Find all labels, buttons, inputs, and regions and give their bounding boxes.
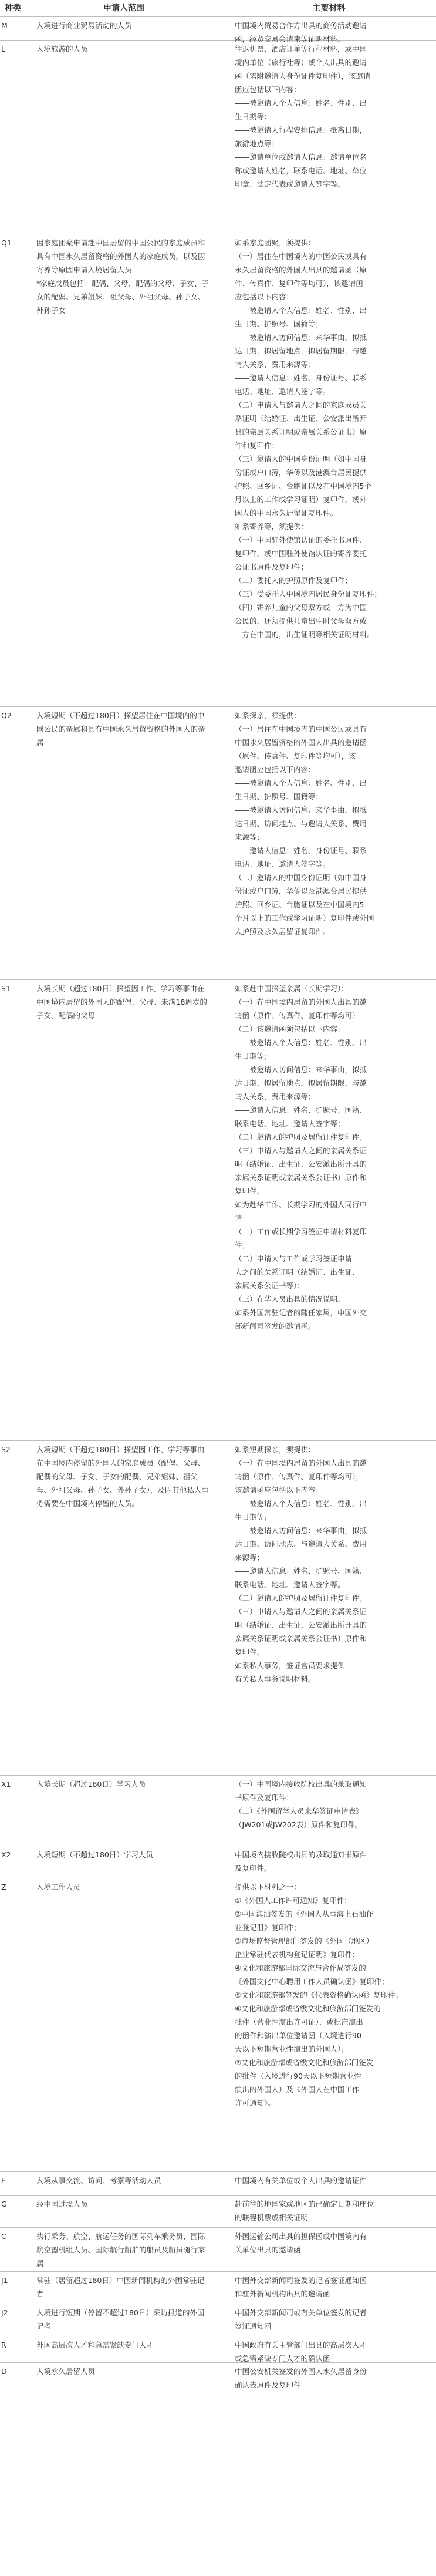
materials-line: 关单位出具的邀请函: [235, 2245, 301, 2254]
required-materials: [235, 1443, 433, 1686]
applicant-scope: 执行乘务、航空、航运任务的国际列车乘务员、国际航空器机组人员、国际航行船舶的船员及船员随行家属: [36, 2232, 205, 2268]
materials-line: 境内单位（旅行社等）或个人出具的邀请: [235, 58, 367, 67]
table-row: [0, 2336, 436, 2363]
table-row: [0, 2271, 436, 2304]
materials-line: 联系电话、地址、邀请人签字等。: [235, 1580, 345, 1589]
materials-line: 请人关系，费用来源等；: [235, 1092, 316, 1101]
materials-line: （二）邀请人的护照及居留证件复印件；: [235, 1133, 367, 1141]
materials-line: 复印件，或中国驻外使馆认证的寄养委托: [235, 549, 367, 558]
materials-line: 复印件。: [235, 1648, 265, 1656]
materials-line: 一方在中国的，出生证明等相关证明材料。: [235, 630, 374, 639]
materials-line: 请人关系，费用来源等；: [235, 360, 316, 369]
materials-line: 邀请函应包括以下内容：: [235, 765, 316, 774]
materials-line: 件和复印件；: [235, 441, 279, 450]
materials-line: 护照、回乡证、台胞证以及在中国境内5: [235, 900, 364, 909]
table-row: [0, 1440, 436, 1776]
materials-line: ——邀请单位或邀请人信息：邀请单位名: [235, 153, 367, 161]
materials-line: ——被邀请人访问信息：来华事由，拟抵: [235, 806, 367, 814]
materials-line: 亲属关系证明或亲属关系公证书）原件和: [235, 1634, 367, 1643]
materials-line: ——被邀请人个人信息：姓名、性别、出: [235, 1038, 367, 1047]
visa-type-code: R: [1, 2341, 6, 2349]
materials-line: ——被邀请人个人信息：姓名、性别、出: [235, 99, 367, 107]
required-materials: [235, 2230, 433, 2257]
materials-line: 函应包括以下内容：: [235, 85, 301, 94]
materials-line: 份证或户口簿，华侨以及港澳台居民提供: [235, 468, 367, 477]
materials-line: 书原件及复印件；: [235, 1793, 294, 1802]
materials-line: ①《外国人工作许可通知》复印件；: [235, 1896, 351, 1905]
table-row: [0, 234, 436, 707]
table-row: [0, 1878, 436, 2172]
applicant-scope: 入境长期（超过180日）学习人员: [36, 1780, 146, 1789]
materials-line: 电话、地址、邀请人签字等。: [235, 860, 330, 868]
materials-line: 函，经贸交易会请柬等证明材料。: [235, 35, 345, 43]
materials-line: 生日期等；: [235, 1052, 272, 1060]
required-materials: [235, 1880, 433, 2110]
materials-line: 如系私人事务，签证官员要求提供: [235, 1661, 345, 1670]
materials-line: ——被邀请人访问信息：来华事由，拟抵: [235, 333, 367, 342]
applicant-scope: 入境工作人员: [36, 1883, 81, 1891]
visa-type-code: Z: [1, 1883, 6, 1891]
materials-line: 函（需附邀请人身份证件复印件），该邀请: [235, 72, 371, 80]
materials-line: 旅游地点等；: [235, 139, 279, 148]
required-materials: [235, 709, 433, 938]
materials-line: （一）居住在中国境内的中国公民或具有: [235, 252, 367, 261]
materials-line: 如系家庭团聚，须提供：: [235, 238, 316, 247]
table-row: [0, 40, 436, 234]
applicant-scope: 入境永久居留人员: [36, 2367, 96, 2376]
materials-line: （二）邀请人的护照及居留证件复印件；: [235, 1594, 367, 1602]
materials-line: （二）邀请人的中国身份证明（如中国身: [235, 873, 367, 882]
materials-line: 达日期，拟居留地点，拟居留期限，与邀: [235, 346, 367, 355]
materials-line: 赴前往的地国家或地区的已确定日期和座位: [235, 2200, 374, 2208]
materials-line: 批件（营业性演出许可证），或批准演出: [235, 2018, 363, 2026]
required-materials: [235, 2174, 433, 2187]
visa-type-code: Q2: [1, 711, 12, 720]
required-materials: [235, 1848, 433, 1875]
materials-line: ⑦文化和旅游部或省级文化和旅游部门签发: [235, 2058, 374, 2067]
materials-line: （一）居住在中国境内的中国公民或具有: [235, 725, 367, 733]
materials-line: （一）在中国境内居留的外国人出具的邀: [235, 998, 367, 1006]
materials-line: 中国永久居留资格的外国人出具的邀请函: [235, 738, 367, 747]
materials-line: 许可通知》。: [235, 2099, 275, 2107]
materials-line: 永久居留资格的外国人出具的邀请函（原: [235, 265, 367, 274]
materials-line: 及复印件。: [235, 1864, 272, 1873]
materials-line: 份证或户口簿，华侨以及港澳台居民提供: [235, 887, 367, 895]
applicant-scope: 因家庭团聚申请赴中国居留的中国公民的家庭成员和具有中国永久居留资格的外国人的家庭成员，以及因寄养等原因申请入境居留人员 *家庭成员包括：配偶、父母、配偶的父母、子女、子女的配偶、兄弟姐妹、祖父母、外祖父母、孙子女、外孙子女: [36, 238, 209, 315]
materials-line: 生日期等；: [235, 112, 272, 121]
table-row: [0, 979, 436, 1441]
materials-line: 公证书原件及复印件；: [235, 563, 309, 571]
materials-line: 企业常驻代表机构登记证明》复印件；: [235, 1950, 360, 1959]
table-row: [0, 16, 436, 41]
materials-line: 国人的中国永久居留证复印件。: [235, 509, 338, 517]
materials-line: 月以上的工作或学习证明）复印件，或外: [235, 495, 367, 504]
materials-line: 外国运输公司出具的担保函或中国境内有: [235, 2232, 367, 2241]
materials-line: 联系电话、地址、邀请人签字等；: [235, 1119, 345, 1128]
table-row: [0, 1775, 436, 1846]
applicant-scope: 入境进行商业贸易活动的人员: [36, 21, 132, 30]
materials-line: ——邀请人信息：姓名、护照号、国籍、: [235, 1106, 367, 1114]
visa-type-code: X1: [1, 1780, 11, 1789]
materials-line: 公民的，还须提供儿童出生时父母双方或: [235, 617, 367, 625]
visa-type-code: C: [1, 2232, 6, 2241]
materials-line: （二）该邀请函须包括以下内容：: [235, 1025, 345, 1033]
materials-line: 请：: [235, 1214, 250, 1223]
materials-line: ——邀请人信息：姓名、身份证号、联系: [235, 373, 367, 382]
materials-line: （一）中国驻外使馆认证的委托书原件、: [235, 536, 367, 544]
visa-type-code: M: [1, 21, 8, 30]
materials-line: ⑤文化和旅游部签发的《代表资格确认函》复印件；: [235, 1991, 403, 1999]
materials-line: 或急需紧缺专门人才的确认函: [235, 2354, 330, 2363]
materials-line: （一）在中国境内居留的外国人出具的邀: [235, 1459, 367, 1467]
table-row: [0, 2227, 436, 2272]
required-materials: [235, 236, 433, 641]
materials-line: ——邀请人信息：姓名、护照号、国籍、: [235, 1567, 367, 1575]
materials-line: 印章、法定代表或邀请人签字等。: [235, 180, 345, 188]
materials-line: 如系探亲，须提供：: [235, 711, 301, 720]
visa-type-code: L: [1, 45, 5, 53]
materials-line: 请函（原件、传真件、复印件等均可）: [235, 1011, 360, 1020]
visa-type-code: S1: [1, 984, 11, 993]
materials-line: （三）邀请人的中国身份证明（如中国身: [235, 454, 367, 463]
materials-line: （三）受委托人中国境内居民身份证复印件；: [235, 590, 382, 598]
materials-line: 亲属关系公证书等）；: [235, 1281, 305, 1290]
materials-line: ——被邀请人个人信息：姓名、性别、出: [235, 1499, 367, 1508]
materials-line: 如为赴华工作、长期学习的外国人同行申: [235, 1200, 367, 1209]
materials-line: 明（结婚证、出生证、公安派出所开具的: [235, 1160, 367, 1169]
visa-type-code: F: [1, 2176, 6, 2185]
materials-line: 件、传真件、复印件等均可），该邀请函: [235, 279, 363, 288]
materials-line: 演出的外国人）及《外国人在中国工作: [235, 2085, 360, 2094]
materials-line: （二）委托人的护照原件及复印件；: [235, 576, 353, 585]
materials-line: 往返机票、酒店订单等行程材料，或中国: [235, 45, 367, 53]
materials-line: 达日期，拟居留地点，拟居留期限，与邀: [235, 1079, 367, 1087]
materials-line: 生日期、护照号、国籍等；: [235, 319, 323, 328]
materials-line: 该邀请函应包括以下内容：: [235, 1486, 323, 1494]
materials-line: 提供以下材料之一：: [235, 1883, 301, 1891]
materials-line: 如系外国常驻记者的随任家属，中国外交: [235, 1308, 367, 1317]
materials-line: 个月以上的工作或学习证明）复印件或外国: [235, 914, 374, 922]
visa-type-code: S2: [1, 1445, 11, 1454]
materials-line: 请函（原件、传真件、复印件等均可），: [235, 1472, 363, 1481]
applicant-scope: 入境进行短期（停留不超过180日）采访报道的外国记者: [36, 2308, 205, 2331]
table-row: [0, 1846, 436, 1878]
applicant-scope: 入境短期（不超过180日）探望因工作、学习等事由在中国境内停留的外国人的家庭成员（配偶、父母、配偶的父母、子女、子女的配偶、兄弟姐妹、祖父母、外祖父母、孙子女、外孙子女），及因其他私人事务需要在中国境内停留的人员。: [36, 1445, 209, 1508]
table-row: [0, 2362, 436, 2395]
materials-line: 业登记册》复印件；: [235, 1923, 301, 1932]
materials-line: 中国境内接收院校出具的录取通知书原件: [235, 1850, 367, 1859]
materials-line: （二）《外国留学人员来华签证申请表》: [235, 1807, 363, 1816]
materials-line: 中国境内贸易合作方出具的商务活动邀请: [235, 21, 367, 30]
materials-line: 天以下短期营业性演出的外国人）；: [235, 2045, 349, 2053]
materials-line: 称或邀请人姓名，联系电话、地址、单位: [235, 166, 367, 175]
visa-type-code: J1: [1, 2276, 8, 2285]
materials-line: 和驻外新闻机构出具的邀请函: [235, 2289, 330, 2298]
visa-type-code: D: [1, 2367, 7, 2376]
applicant-scope: 入境从事交流、访问、考察等活动人员: [36, 2176, 161, 2185]
materials-line: （一）中国境内接收院校出具的录取通知: [235, 1780, 367, 1789]
visa-type-code: J2: [1, 2308, 8, 2317]
materials-line: （三）在华人员出具的情况说明。: [235, 1295, 345, 1304]
materials-line: 电话、地址、邀请人签字等。: [235, 387, 330, 396]
materials-line: ——邀请人信息：姓名、身份证号、联系: [235, 846, 367, 855]
materials-line: 中国政府有关主管部门出具的高层次人才: [235, 2341, 367, 2349]
table-header: [0, 0, 436, 17]
required-materials: [235, 2338, 433, 2365]
materials-line: 的批件（入境进行90天以下短期营业性: [235, 2072, 361, 2080]
materials-line: ——被邀请人访问信息：来华事由，拟抵: [235, 1526, 367, 1535]
materials-line: 的函件和演出单位邀请函（入境进行90: [235, 2031, 361, 2040]
materials-line: （原件、传真件、复印件等均可），该: [235, 752, 356, 760]
materials-line: （二）申请人与邀请人之间的家庭成员关: [235, 400, 367, 409]
materials-line: ③市场监督管理部门签发的《外国（地区）: [235, 1937, 374, 1945]
materials-line: 签证通知函: [235, 2322, 272, 2331]
materials-line: 系证明（结婚证、出生证、公安派出所开: [235, 414, 367, 423]
materials-line: ②中国海油签发的《外国人从事海上石油作: [235, 1910, 374, 1918]
required-materials: [235, 2274, 433, 2301]
materials-line: 护照、回乡证、台胞证以及在中国境内5个: [235, 481, 371, 490]
table-row: [0, 2171, 436, 2196]
materials-line: （三）申请人与邀请人之间的亲属关系证: [235, 1607, 367, 1616]
applicant-scope: 经中国过境人员: [36, 2200, 88, 2208]
materials-line: 达日期、访问地点、与邀请人关系、费用: [235, 819, 367, 828]
materials-line: 《外国文化中心聘用工作人员确认函》复印件；: [235, 1977, 389, 1986]
materials-line: 如系寄养等，须提供：: [235, 522, 309, 531]
required-materials: [235, 42, 433, 191]
materials-line: 生日期等；: [235, 1513, 272, 1521]
materials-line: 人护照及永久居留证复印件。: [235, 927, 330, 936]
required-materials: [235, 982, 433, 1333]
applicant-scope: 入境短期（不超过180日）探望居住在中国境内的中国公民的亲属和具有中国永久居留资格的外国人的亲属: [36, 711, 205, 747]
required-materials: [235, 1777, 433, 1831]
header-scope: 申请人范围: [103, 4, 144, 13]
materials-line: 具的亲属关系证明或亲属关系公证书）原: [235, 427, 367, 436]
required-materials: [235, 2365, 433, 2392]
materials-line: （二）申请人与工作或学习签证申请: [235, 1254, 353, 1263]
materials-line: 如系赴中国探望亲属（长期学习）：: [235, 984, 349, 993]
materials-line: ——被邀请人访问信息：来华事由，拟抵: [235, 1065, 367, 1074]
materials-line: （一）工作或长期学习签证申请材料复印: [235, 1227, 367, 1236]
materials-line: 人之间的关系证明（结婚证、出生证、: [235, 1268, 360, 1277]
materials-line: 亲属关系证明或亲属关系公证书）原件和: [235, 1173, 367, 1182]
materials-line: ⑥文化和旅游部或省级文化和旅游部门签发的: [235, 2004, 381, 2013]
materials-line: 中国境内有关单位或个人出具的邀请证件: [235, 2176, 367, 2185]
materials-line: 中国外交部新闻司或有关单位签发的记者: [235, 2308, 367, 2317]
materials-line: 复印件。: [235, 1187, 265, 1196]
materials-line: 件；: [235, 1241, 250, 1250]
materials-line: 的联程机票或相关证明: [235, 2213, 309, 2222]
materials-line: （三）申请人与邀请人之间的亲属关系证: [235, 1146, 367, 1155]
materials-line: ——被邀请人行程安排信息：抵离日期，: [235, 126, 367, 134]
required-materials: [235, 2197, 433, 2224]
header-type: 种类: [5, 4, 21, 13]
applicant-scope: 常驻（居留超过180日）中国新闻机构的外国常驻记者: [36, 2276, 205, 2298]
table-row: [0, 2195, 436, 2228]
materials-line: （四）寄养儿童的父母双方或一方为中国: [235, 603, 367, 612]
visa-type-code: Q1: [1, 238, 12, 247]
materials-line: 应包括以下内容：: [235, 292, 294, 301]
applicant-scope: 入境短期（不超过180日）学习人员: [36, 1850, 153, 1859]
materials-line: 来源等；: [235, 1553, 265, 1562]
materials-line: （JW201或JW202表）原件和复印件。: [235, 1820, 363, 1829]
materials-line: 来源等；: [235, 833, 265, 841]
materials-line: 如系短期探亲，须提供：: [235, 1445, 316, 1454]
visa-type-code: X2: [1, 1850, 11, 1859]
required-materials: [235, 2306, 433, 2333]
visa-type-code: G: [1, 2200, 7, 2208]
materials-line: 达日期、访问地点、与邀请人关系、费用: [235, 1540, 367, 1548]
materials-line: 确认表原件及复印件: [235, 2380, 301, 2389]
header-materials: 主要材料: [312, 4, 346, 13]
materials-line: 有关私人事务说明材料。: [235, 1675, 316, 1683]
applicant-scope: 外国高层次人才和急需紧缺专门人才: [36, 2341, 154, 2349]
materials-line: 部新闻司签发的邀请函。: [235, 1322, 316, 1331]
applicant-scope: 入境长期（超过180日）探望因工作、学习等事由在中国境内居留的外国人的配偶、父母、未满18周岁的子女、配偶的父母: [36, 984, 207, 1020]
materials-line: 生日期、护照号、国籍等；: [235, 792, 323, 801]
materials-line: 明（结婚证、出生证、公安派出所开具的: [235, 1621, 367, 1629]
materials-line: ——被邀请人个人信息：姓名、性别、出: [235, 779, 367, 787]
table-row: [0, 706, 436, 980]
applicant-scope: 入境旅游的人员: [36, 45, 88, 53]
table-row: [0, 2304, 436, 2336]
materials-line: 中国外交部新闻司签发的记者签证通知函: [235, 2276, 367, 2285]
materials-line: ④文化和旅游部国际交流与合作局签发的: [235, 1964, 366, 1972]
materials-line: 中国公安机关签发的外国人永久居留身份: [235, 2367, 367, 2376]
materials-line: ——被邀请人个人信息：姓名、性别、出: [235, 306, 367, 315]
